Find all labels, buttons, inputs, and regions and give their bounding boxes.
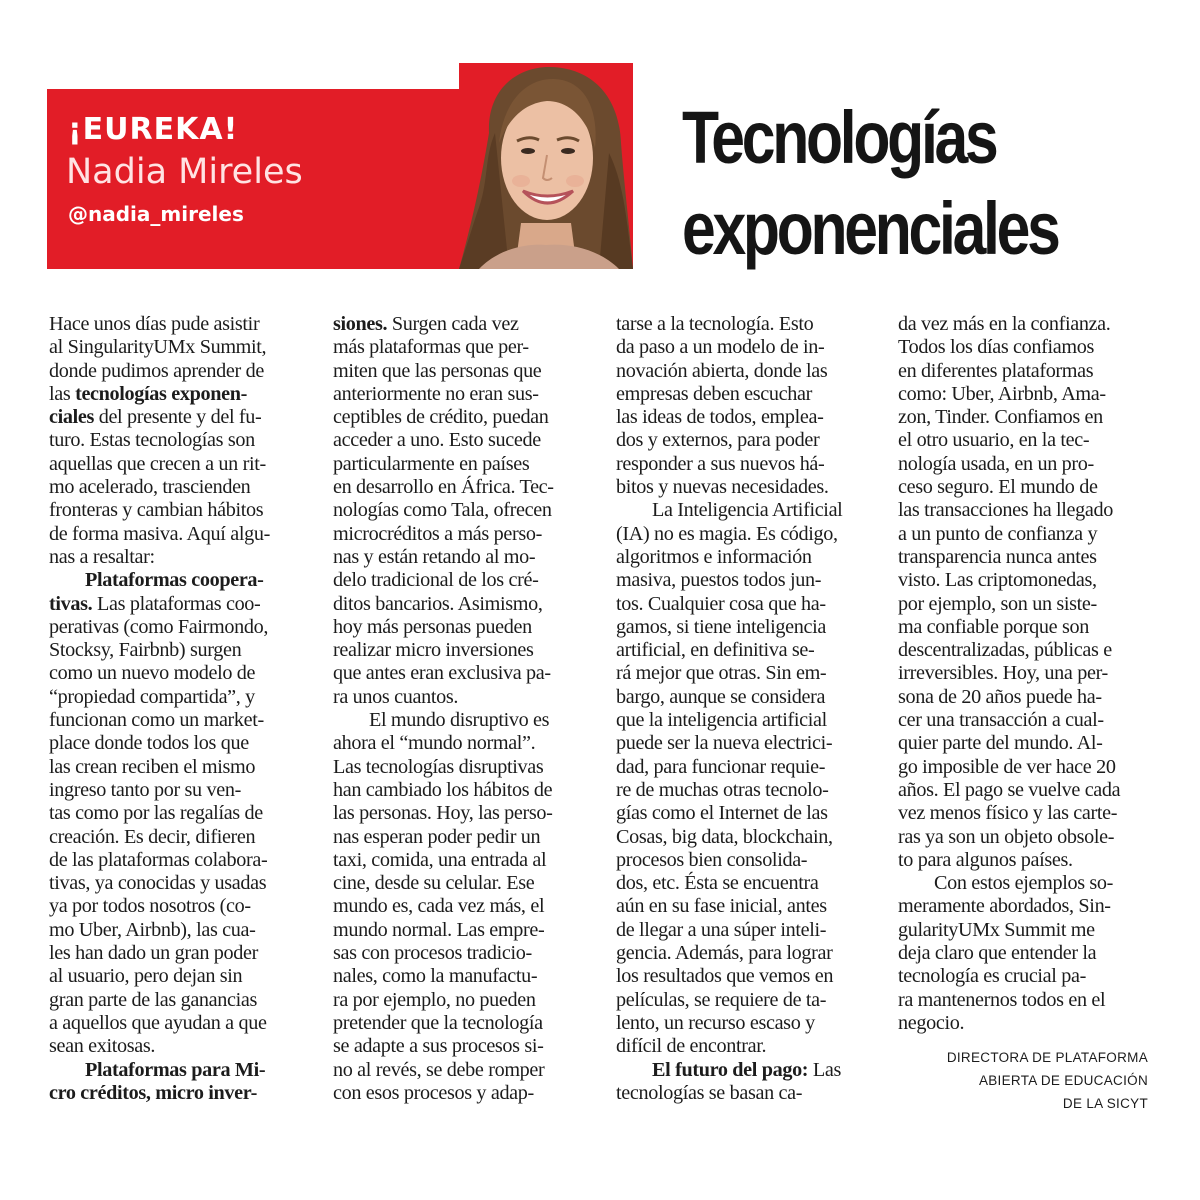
text-line: películas, se requiere de ta-	[616, 988, 827, 1011]
text-line: responder a sus nuevos há-	[616, 452, 825, 475]
text-line: ras ya son un objeto obsole-	[898, 825, 1115, 848]
text-line: perativas (como Fairmondo,	[49, 615, 269, 638]
text-line: Cosas, big data, blockchain,	[616, 825, 833, 848]
text-line: visto. Las criptomonedas,	[898, 569, 1097, 592]
text-line: sas con procesos tradicio-	[333, 942, 532, 965]
text-column-3	[616, 313, 866, 1105]
text-line: mundo normal. Las empre-	[333, 918, 545, 941]
text-line: go imposible de ver hace 20	[898, 755, 1116, 778]
text-line: zon, Tinder. Confiamos en	[898, 406, 1103, 429]
text-line: nas a resaltar:	[49, 545, 155, 568]
text-line: en desarrollo en África. Tec-	[333, 476, 554, 499]
text-line: difícil de encontrar.	[616, 1035, 767, 1058]
text-line: tivas, ya conocidas y usadas	[49, 872, 267, 895]
bold-term: tecnologías exponen-	[75, 382, 247, 405]
text-line: rá mejor que otras. Sin em-	[616, 662, 827, 685]
text-line: nas y están retando al mo-	[333, 545, 536, 568]
text-line: nología usada, en un pro-	[898, 452, 1094, 475]
text-column-4	[898, 313, 1148, 1035]
article-title	[682, 92, 1092, 274]
bold-term: ciales	[49, 406, 94, 429]
text-line: tas como por las regalías de	[49, 802, 263, 825]
text-line: da vez más en la confianza.	[898, 313, 1111, 335]
text-line: sean exitosas.	[49, 1035, 156, 1058]
text-line: las crean reciben el mismo	[49, 755, 256, 778]
text-column-1	[49, 313, 299, 1105]
text-line: puede ser la nueva electrici-	[616, 732, 833, 755]
text-column-2	[333, 313, 583, 1105]
text-line: particularmente en países	[333, 452, 530, 475]
text-line: taxi, comida, una entrada al	[333, 848, 547, 871]
text-line: lento, un recurso escaso y	[616, 1011, 815, 1034]
text-line: nales, como la manufactu-	[333, 965, 538, 988]
text-line: el otro usuario, en la tec-	[898, 429, 1090, 452]
text-line: ra por ejemplo, no pueden	[333, 988, 536, 1011]
text-line: los resultados que vemos en	[616, 965, 834, 988]
subheading: Plataformas para Mi-	[85, 1058, 266, 1081]
text-line: descentralizadas, públicas e	[898, 639, 1112, 662]
text-line: deja claro que entender la	[898, 942, 1097, 965]
text-line: microcréditos a más perso-	[333, 522, 542, 545]
text-line: turo. Estas tecnologías son	[49, 429, 255, 452]
text-line: funcionan como un market-	[49, 709, 264, 732]
text-line: les han dado un gran poder	[49, 942, 258, 965]
text-line: bargo, aunque se considera	[616, 685, 826, 708]
text-line: “propiedad compartida”, y	[49, 685, 255, 708]
text-line: mo acelerado, trascienden	[49, 476, 251, 499]
signature-line: DIRECTORA DE PLATAFORMA	[946, 1050, 1148, 1065]
text-line: vez menos físico y las carte-	[898, 802, 1118, 825]
text-line: ceptibles de crédito, puedan	[333, 406, 549, 429]
text-line: dos y externos, para poder	[616, 429, 820, 452]
text-line: ma confiable porque son	[898, 615, 1089, 638]
text-line: to para algunos países.	[898, 848, 1073, 871]
text-line: La Inteligencia Artificial	[652, 499, 843, 522]
text-line: por ejemplo, son un siste-	[898, 592, 1097, 615]
text-line: ingreso tanto por su ven-	[49, 778, 241, 801]
text-line: pretender que la tecnología	[333, 1011, 543, 1034]
text-line: que antes eran exclusiva pa-	[333, 662, 551, 685]
text-line: realizar micro inversiones	[333, 639, 534, 662]
bold-term: siones.	[333, 313, 388, 335]
text-line: las ideas de todos, emplea-	[616, 406, 824, 429]
text-line: creación. Es decir, difieren	[49, 825, 256, 848]
text-line: ciales del presente y del fu-	[49, 406, 262, 429]
text-line: siones. Surgen cada vez	[333, 313, 519, 335]
text-line: bitos y nuevas necesidades.	[616, 476, 829, 499]
text-line: novación abierta, donde las	[616, 359, 828, 382]
text-line: El mundo disruptivo es	[369, 709, 550, 732]
text-line: hoy más personas pueden	[333, 615, 532, 638]
text-line: artificial, en definitiva se-	[616, 639, 815, 662]
subheading: Plataformas coopera-	[85, 569, 264, 592]
text-line: gularityUMx Summit me	[898, 918, 1095, 941]
bold-term: El futuro del pago:	[652, 1058, 809, 1081]
text-line: Todos los días confiamos	[898, 336, 1094, 359]
text-line: Stocksy, Fairbnb) surgen	[49, 639, 242, 662]
text-line: irreversibles. Hoy, una per-	[898, 662, 1108, 685]
author-photo	[459, 63, 633, 269]
text-line: no al revés, se debe romper	[333, 1058, 545, 1081]
title-line-1: Tecnologías	[682, 96, 996, 179]
text-line: las transacciones ha llegado	[898, 499, 1113, 522]
text-line: algoritmos e información	[616, 545, 812, 568]
text-line: dad, para funcionar requie-	[616, 755, 826, 778]
text-line: nas esperan poder pedir un	[333, 825, 541, 848]
text-line: (IA) no es magia. Es código,	[616, 522, 838, 545]
text-line: Hace unos días pude asistir	[49, 313, 260, 335]
text-line: cine, desde su celular. Ese	[333, 872, 535, 895]
text-line: masiva, puestos todos jun-	[616, 569, 822, 592]
text-line: empresas deben escuchar	[616, 382, 812, 405]
text-line: tos. Cualquier cosa que ha-	[616, 592, 826, 615]
text-line: gamos, si tiene inteligencia	[616, 615, 826, 638]
text-line: delo tradicional de los cré-	[333, 569, 539, 592]
text-line: gran parte de las ganancias	[49, 988, 258, 1011]
column-name: ¡EUREKA!	[68, 112, 239, 147]
text-line: meramente abordados, Sin-	[898, 895, 1111, 918]
text-line: como: Uber, Airbnb, Ama-	[898, 382, 1106, 405]
text-line: de las plataformas colabora-	[49, 848, 268, 871]
text-line: nologías como Tala, ofrecen	[333, 499, 552, 522]
signature-line: DE LA SICYT	[1062, 1096, 1148, 1111]
text-line: a aquellos que ayudan a que	[49, 1011, 267, 1034]
text-line: ahora el “mundo normal”.	[333, 732, 536, 755]
text-line: place donde todos los que	[49, 732, 249, 755]
text-line: El futuro del pago: Las	[652, 1058, 841, 1081]
text-line: tivas. Las plataformas coo-	[49, 592, 261, 615]
text-line: procesos bien consolida-	[616, 848, 808, 871]
text-line: da paso a un modelo de in-	[616, 336, 825, 359]
subheading: cro créditos, micro inver-	[49, 1081, 258, 1104]
text-line: las tecnologías exponen-	[49, 382, 247, 405]
text-line: cer una transacción a cual-	[898, 709, 1104, 732]
text-line: re de muchas otras tecnolo-	[616, 778, 829, 801]
text-line: en diferentes plataformas	[898, 359, 1094, 382]
text-line: miten que las personas que	[333, 359, 542, 382]
author-handle: @nadia_mireles	[68, 202, 244, 226]
text-line: al SingularityUMx Summit,	[49, 336, 267, 359]
signature-line: ABIERTA DE EDUCACIÓN	[978, 1073, 1148, 1088]
text-line: gías como el Internet de las	[616, 802, 828, 825]
text-line: Con estos ejemplos so-	[934, 872, 1114, 895]
text-line: ya por todos nosotros (co-	[49, 895, 251, 918]
text-line: gencia. Además, para lograr	[616, 942, 833, 965]
author-signature	[947, 1046, 1148, 1115]
text-line: tarse a la tecnología. Esto	[616, 313, 814, 335]
text-line: aún en su fase inicial, antes	[616, 895, 827, 918]
text-line: como un nuevo modelo de	[49, 662, 256, 685]
text-line: sona de 20 años puede ha-	[898, 685, 1102, 708]
bold-term: tivas.	[49, 592, 93, 615]
text-line: ra mantenernos todos en el	[898, 988, 1106, 1011]
text-line: han cambiado los hábitos de	[333, 778, 553, 801]
title-line-2: exponenciales	[682, 187, 1058, 270]
text-line: transparencia nunca antes	[898, 545, 1097, 568]
text-line: negocio.	[898, 1011, 965, 1034]
text-line: a un punto de confianza y	[898, 522, 1098, 545]
text-line: que la inteligencia artificial	[616, 709, 827, 732]
text-line: de llegar a una súper inteli-	[616, 918, 827, 941]
text-line: de forma masiva. Aquí algu-	[49, 522, 270, 545]
text-line: al usuario, pero dejan sin	[49, 965, 243, 988]
author-name: Nadia Mireles	[66, 152, 303, 192]
text-line: años. El pago se vuelve cada	[898, 778, 1121, 801]
text-line: quier parte del mundo. Al-	[898, 732, 1103, 755]
text-line: donde pudimos aprender de	[49, 359, 264, 382]
text-line: ra unos cuantos.	[333, 685, 459, 708]
text-line: dos, etc. Ésta se encuentra	[616, 872, 819, 895]
text-line: mundo es, cada vez más, el	[333, 895, 545, 918]
text-line: acceder a uno. Esto sucede	[333, 429, 541, 452]
text-line: anteriormente no eran sus-	[333, 382, 539, 405]
text-line: ditos bancarios. Asimismo,	[333, 592, 543, 615]
text-line: más plataformas que per-	[333, 336, 529, 359]
text-line: las personas. Hoy, las perso-	[333, 802, 553, 825]
text-line: se adapte a sus procesos si-	[333, 1035, 544, 1058]
text-line: Las tecnologías disruptivas	[333, 755, 544, 778]
text-line: tecnologías se basan ca-	[616, 1081, 803, 1104]
text-line: ceso seguro. El mundo de	[898, 476, 1098, 499]
text-line: mo Uber, Airbnb), las cua-	[49, 918, 256, 941]
text-line: aquellas que crecen a un rit-	[49, 452, 266, 475]
text-line: fronteras y cambian hábitos	[49, 499, 264, 522]
text-line: con esos procesos y adap-	[333, 1081, 534, 1104]
text-line: tecnología es crucial pa-	[898, 965, 1086, 988]
